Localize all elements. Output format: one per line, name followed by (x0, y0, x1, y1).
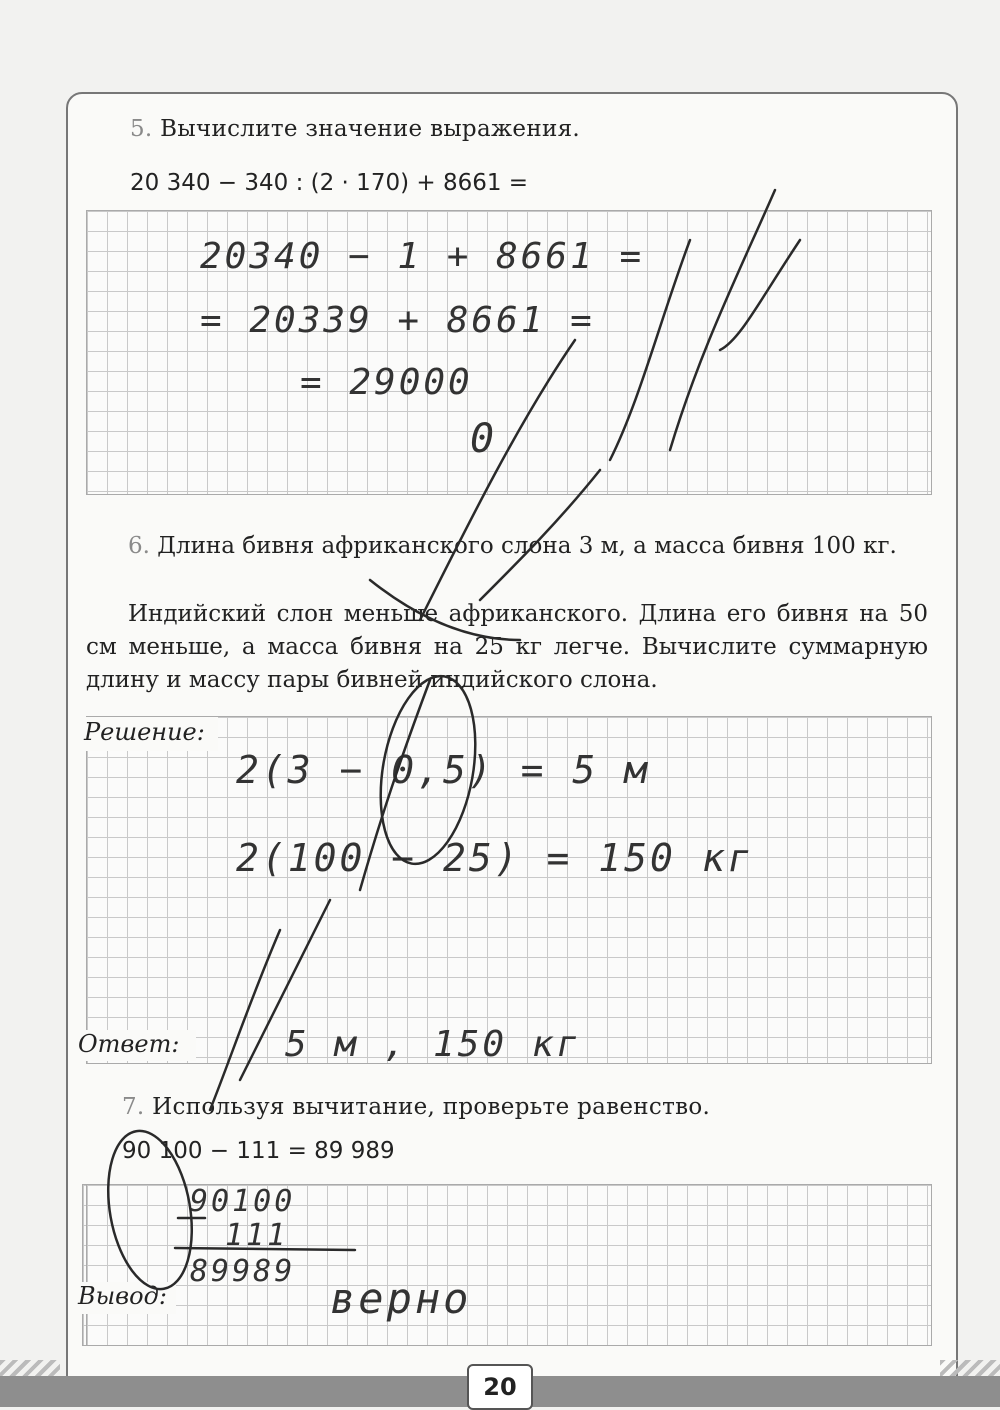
task5-mark: 0 (470, 416, 498, 462)
task6-paragraph-1-text: Длина бивня африканского слона 3 м, а масса бивня 100 кг. (157, 533, 897, 559)
scribble-loop-1 (367, 669, 489, 872)
task5-hand-line-1: 20340 − 1 + 8661 = (200, 236, 645, 277)
task7-conclusion-label: Вывод: (78, 1282, 167, 1310)
scribble-stroke-4 (420, 340, 575, 620)
task7-number: 7. (122, 1094, 145, 1120)
task5-number: 5. (130, 116, 153, 142)
page-number: 20 (467, 1364, 533, 1410)
scribble-loop-2 (97, 1124, 204, 1295)
task7-column-difference: 89989 (190, 1254, 296, 1289)
scribble-stroke-8 (240, 900, 330, 1080)
task5-hand-line-2: = 20339 + 8661 = (200, 300, 595, 341)
task7-conclusion-handwritten: верно (330, 1274, 472, 1323)
task6-answer-handwritten: 5 м , 150 кг (285, 1024, 582, 1065)
scribble-stroke-7 (360, 680, 430, 890)
task6-solution-label: Решение: (84, 718, 205, 746)
task6-answer-label: Ответ: (78, 1030, 180, 1058)
scribble-stroke-6 (370, 580, 520, 640)
column-underline (175, 1248, 355, 1250)
task7-title: Используя вычитание, проверьте равенство. (152, 1094, 711, 1120)
task6-number: 6. (128, 533, 150, 559)
task5-expression: 20 340 − 340 : (2 · 170) + 8661 = (130, 170, 529, 196)
task6-paragraph-2: Индийский слон меньше африканского. Длина его бивня на 50 см меньше, а масса бивня на 25 кг легче. Вычислите суммарную длину и массу пары бивней индийского слона. (86, 601, 928, 693)
task6-hand-line-2: 2(100 − 25) = 150 кг (236, 836, 754, 880)
task7-expression: 90 100 − 111 = 89 989 (122, 1138, 395, 1164)
task5-hand-line-3: = 29000 (300, 362, 473, 403)
task5-title: Вычислите значение выражения. (160, 116, 581, 142)
task7-column-subtrahend: 111 (225, 1218, 289, 1253)
task7-column-minuend: 90100 (190, 1184, 296, 1219)
task6-hand-line-1: 2(3 − 0,5) = 5 м (236, 748, 651, 792)
scribble-stroke-2 (720, 240, 800, 350)
scribble-stroke-5 (480, 470, 600, 600)
scribble-stroke-1 (670, 190, 775, 450)
